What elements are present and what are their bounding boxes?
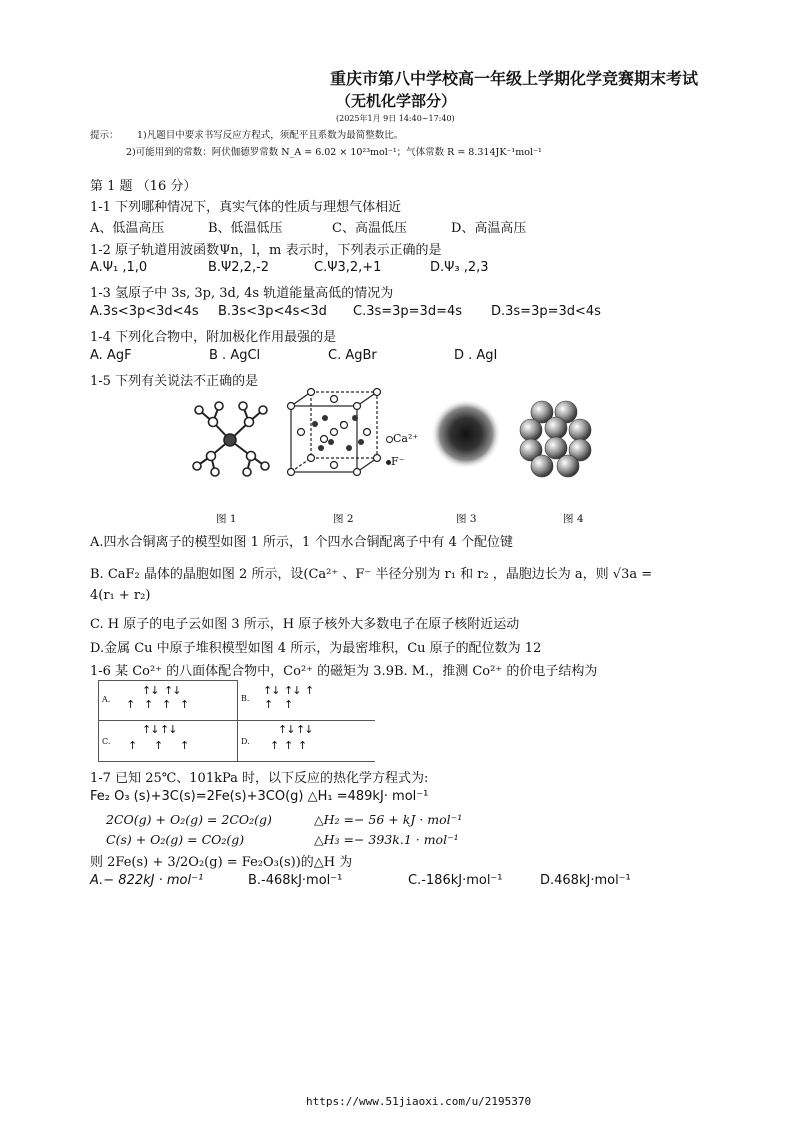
exam-subtitle: （无机化学部分）	[336, 92, 457, 110]
equation-3-enthalpy: △H₃ =− 393k.1 · mol⁻¹	[314, 832, 459, 847]
orbital-electron: ↑	[264, 698, 273, 711]
orbital-electron: ↑	[298, 739, 307, 752]
option-d: D、高温高压	[451, 221, 527, 236]
option-b: B.-468kJ·mol⁻¹	[248, 873, 343, 888]
orbital-electron-pair: ↑↓	[142, 684, 159, 697]
figure-2-caf2-unit-cell	[285, 388, 385, 478]
orbital-electron: ↑	[126, 698, 135, 711]
question-1-5-option-b-cont: 4(r₁ + r₂)	[90, 588, 151, 603]
orbital-electron: ↑	[128, 739, 137, 752]
figure-4-label: 图 4	[563, 513, 584, 525]
orbital-electron-pair: ↑↓	[142, 723, 159, 736]
legend-f-ion	[386, 455, 404, 468]
question-1-3: 1-3 氢原子中 3s, 3p, 3d, 4s 轨道能量高低的情况为	[90, 286, 394, 301]
question-1-2: 1-2 原子轨道用波函数Ψn，l，m 表示时，下列表示正确的是	[90, 243, 442, 258]
question-1-4: 1-4 下列化合物中，附加极化作用最强的是	[90, 330, 337, 345]
figure-4-cu-packing	[518, 398, 594, 480]
question-1-5-option-b: B. CaF₂ 晶体的晶胞如图 2 所示，设(Ca²⁺ 、F⁻ 半径分别为 r₁ 和 r₂ ，晶胞边长为 a，则 √3a =	[90, 567, 653, 582]
option-c: C、高温低压	[332, 221, 407, 236]
orbital-electron: ↑	[270, 739, 279, 752]
question-1-5: 1-5 下列有关说法不正确的是	[90, 374, 259, 389]
equation-1: Fe₂ O₃ (s)+3C(s)=2Fe(s)+3CO(g) △H₁ =489kJ· mol⁻¹	[90, 789, 429, 804]
option-a: A.3s<3p<3d<4s	[90, 304, 199, 319]
orbital-electron-pair: ↑↓	[164, 684, 181, 697]
equation-2-enthalpy: △H₂ =− 56 + kJ · mol⁻¹	[314, 812, 463, 827]
question-1-5-option-c: C. H 原子的电子云如图 3 所示，H 原子核外大多数电子在原子核附近运动	[90, 617, 520, 632]
orbital-electron-pair: ↑↓	[284, 684, 301, 697]
question-1-1: 1-1 下列哪种情况下，真实气体的性质与理想气体相近	[90, 200, 402, 215]
option-d: D.3s=3p=3d<4s	[491, 304, 601, 319]
figure-3-electron-cloud	[430, 398, 502, 470]
option-c: C.3s=3p=3d=4s	[353, 304, 463, 319]
orbital-electron: ↑	[284, 739, 293, 752]
hint-line-1: 1)凡题目中要求书写反应方程式，须配平且系数为最简整数比。	[137, 130, 404, 141]
figure-3-label: 图 3	[456, 513, 477, 525]
figure-1-label: 图 1	[216, 513, 237, 525]
option-c: C.Ψ3,2,+1	[314, 260, 382, 275]
orbital-electron-pair: ↑↓	[160, 723, 177, 736]
legend-ca-label: Ca²⁺	[393, 432, 419, 445]
orbital-electron: ↑	[154, 739, 163, 752]
option-a: A.− 822kJ · mol⁻¹	[90, 873, 204, 888]
legend-ca-marker	[386, 436, 393, 443]
question-1-5-option-a: A.四水合铜离子的模型如图 1 所示，1 个四水合铜配离子中有 4 个配位键	[90, 535, 513, 550]
equation-3: C(s) + O₂(g) = CO₂(g)	[106, 832, 245, 847]
figure-1-tetraammine-model	[185, 398, 275, 480]
question-1-5-option-d: D.金属 Cu 中原子堆积模型如图 4 所示，为最密堆积，Cu 原子的配位数为 12	[90, 641, 542, 656]
section-heading: 第 1 题 （16 分）	[90, 179, 197, 194]
orbital-label-b: B.	[241, 694, 250, 703]
option-d: D.Ψ₃ ,2,3	[430, 260, 489, 275]
orbital-label-a: A.	[102, 695, 111, 704]
legend-ca-ion	[386, 432, 418, 445]
exam-title: 重庆市第八中学校高一年级上学期化学竞赛期末考试	[330, 69, 699, 88]
orbital-electron: ↑	[144, 698, 153, 711]
option-a: A. AgF	[90, 348, 132, 363]
question-1-1-options	[90, 217, 526, 236]
legend-f-label: F⁻	[391, 455, 405, 468]
option-b: B . AgCl	[209, 348, 261, 363]
orbital-electron: ↑	[162, 698, 171, 711]
question-1-3-options	[90, 304, 601, 319]
orbital-electron: ↑	[180, 739, 189, 752]
orbital-electron-pair: ↑↓	[278, 723, 295, 736]
orbital-diagram-table	[98, 680, 375, 762]
option-d: D.468kJ·mol⁻¹	[540, 873, 631, 888]
option-b: B、低温低压	[208, 221, 283, 236]
hint-line-2: 2)可能用到的常数：阿伏伽德罗常数 N_A = 6.02 × 10²³mol⁻¹；气体常数 R = 8.314JK⁻¹mol⁻¹	[126, 147, 542, 158]
option-a: A、低温高压	[90, 221, 165, 236]
question-1-4-options	[90, 348, 497, 363]
orbital-label-d: D.	[241, 737, 250, 746]
orbital-label-c: C.	[102, 737, 111, 746]
hint-label: 提示：	[90, 130, 119, 141]
question-1-7-options	[90, 873, 631, 888]
orbital-electron: ↑	[180, 698, 189, 711]
question-1-6: 1-6 某 Co²⁺ 的八面体配合物中，Co²⁺ 的磁矩为 3.9B. M.，推测 Co²⁺ 的价电子结构为	[90, 664, 598, 679]
equation-2: 2CO(g) + O₂(g) = 2CO₂(g)	[106, 812, 272, 827]
option-b: B.Ψ2,2,-2	[208, 260, 270, 275]
orbital-electron-pair: ↑↓	[263, 684, 280, 697]
figure-2-label: 图 2	[333, 513, 354, 525]
question-1-2-options	[90, 260, 489, 275]
orbital-electron: ↑	[305, 684, 314, 697]
orbital-electron-pair: ↑↓	[296, 723, 313, 736]
option-d: D . AgI	[454, 348, 498, 363]
footer-url[interactable]: https://www.51jiaoxi.com/u/2195370	[306, 1095, 532, 1108]
option-c: C.-186kJ·mol⁻¹	[408, 873, 503, 888]
question-1-7: 1-7 已知 25℃、101kPa 时，以下反应的热化学方程式为:	[90, 771, 429, 786]
question-1-7-ask: 则 2Fe(s) + 3/2O₂(g) = Fe₂O₃(s))的△H 为	[90, 855, 353, 870]
orbital-electron: ↑	[284, 698, 293, 711]
exam-time: (2025年1月 9日 14:40~17:40)	[336, 114, 455, 123]
option-b: B.3s<3p<4s<3d	[218, 304, 327, 319]
option-c: C. AgBr	[328, 348, 377, 363]
option-a: A.Ψ₁ ,1,0	[90, 260, 148, 275]
